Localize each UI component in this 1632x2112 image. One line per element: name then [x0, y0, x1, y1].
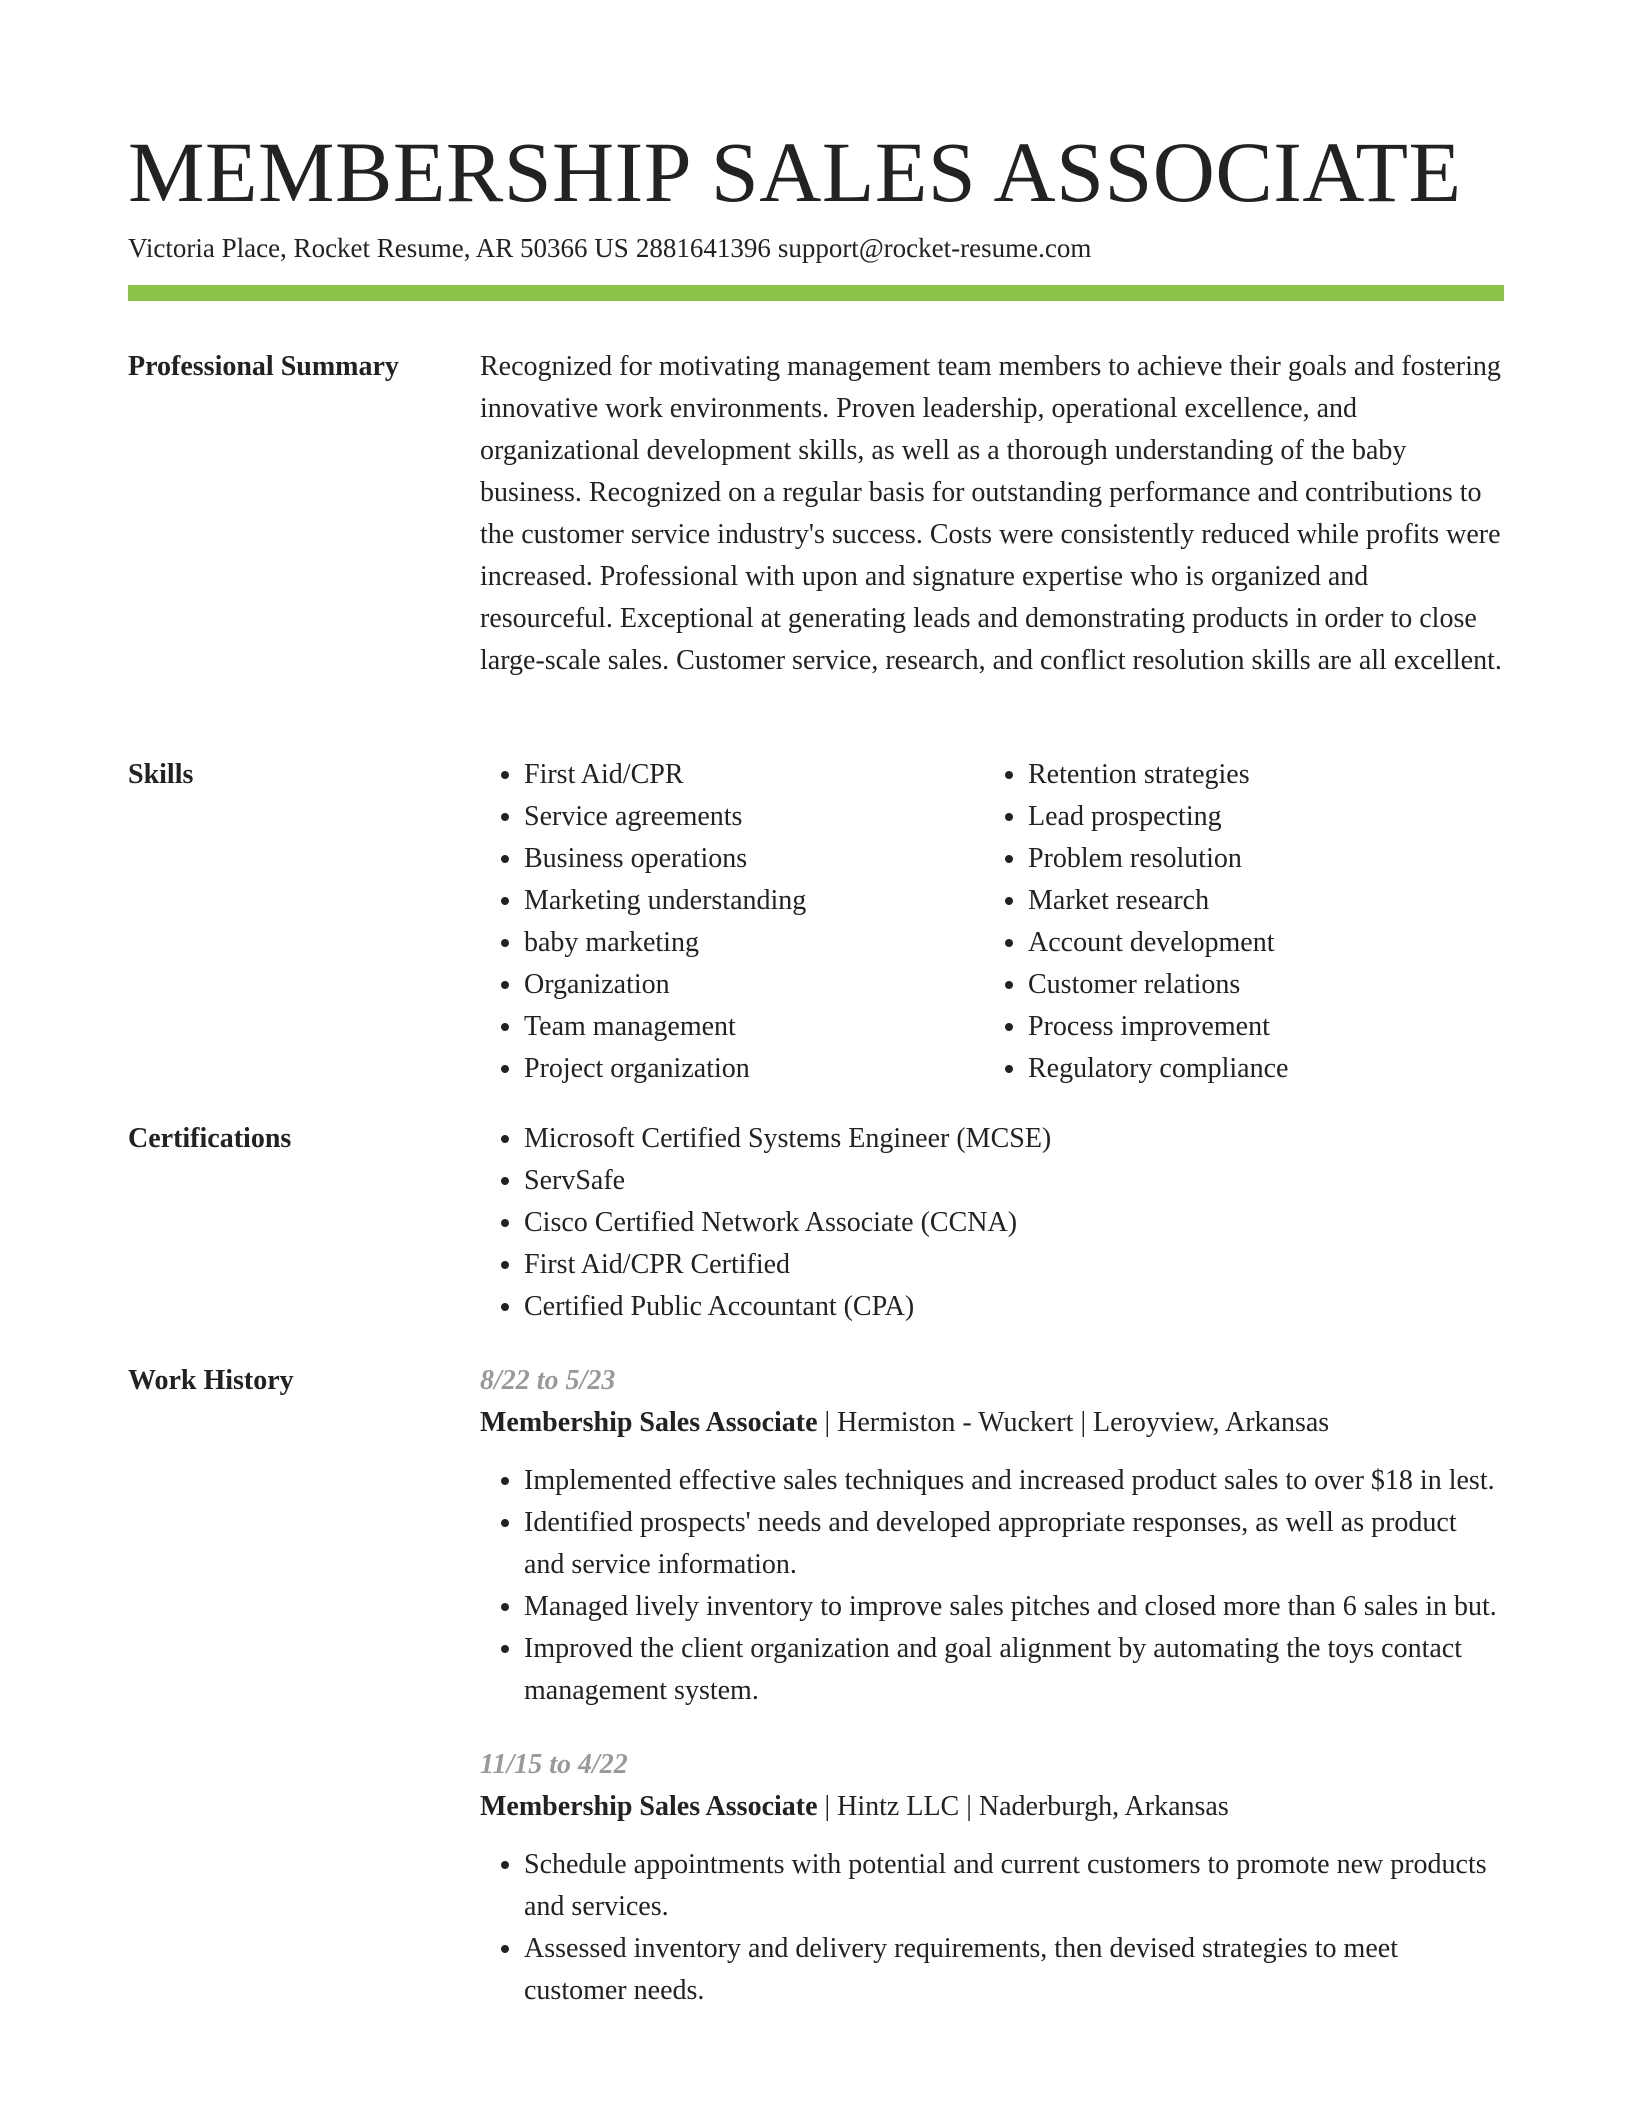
job-bullet: • Identified prospects' needs and developed appropriate responses, as well as product and service information.	[524, 1502, 1504, 1586]
job-bullet: • Improved the client organization and goal alignment by automating the toys contact management system.	[524, 1628, 1504, 1712]
resume-title: MEMBERSHIP SALES ASSOCIATE	[128, 124, 1462, 220]
skill-item: • Process improvement	[1028, 1006, 1488, 1048]
job-bullet: • Assessed inventory and delivery requirements, then devised strategies to meet customer needs.	[524, 1928, 1504, 2012]
skills-column-left	[480, 754, 984, 1090]
job-location: Naderburgh, Arkansas	[978, 1791, 1229, 1822]
certifications-body	[480, 1118, 1504, 1328]
certification-item: • Certified Public Accountant (CPA)	[524, 1286, 1504, 1328]
summary-label: Professional Summary	[128, 351, 399, 382]
job-heading: Membership Sales Associate | Hintz LLC | Naderburgh, Arkansas	[480, 1791, 1229, 1822]
contact-email[interactable]: support@rocket-resume.com	[777, 233, 1092, 263]
certification-item: • First Aid/CPR Certified	[524, 1244, 1504, 1286]
certification-item: • Cisco Certified Network Associate (CCNA)	[524, 1202, 1504, 1244]
contact-address: Victoria Place, Rocket Resume, AR 50366 US	[128, 233, 629, 263]
skill-item: • Project organization	[524, 1048, 984, 1090]
work-history-label: Work History	[128, 1365, 294, 1396]
job-bullet: • Managed lively inventory to improve sales pitches and closed more than 6 sales in but.	[524, 1586, 1504, 1628]
skills-body	[480, 754, 1504, 1090]
skill-item: • Lead prospecting	[1028, 796, 1488, 838]
skill-item: • Account development	[1028, 922, 1488, 964]
skill-item: • Service agreements	[524, 796, 984, 838]
job-title: Membership Sales Associate	[480, 1791, 818, 1822]
header-divider	[128, 285, 1504, 301]
job-entry	[480, 1744, 1504, 2012]
work-history-body	[480, 1360, 1504, 2012]
job-location: Leroyview, Arkansas	[1093, 1407, 1330, 1438]
job-title: Membership Sales Associate	[480, 1407, 818, 1438]
skill-item: • Team management	[524, 1006, 984, 1048]
skills-column-right	[984, 754, 1488, 1090]
job-dates: 8/22 to 5/23	[480, 1365, 616, 1396]
certifications-label: Certifications	[128, 1123, 292, 1154]
job-bullets	[480, 1460, 1504, 1712]
skill-item: • Organization	[524, 964, 984, 1006]
skill-item: • Regulatory compliance	[1028, 1048, 1488, 1090]
skill-item: • Customer relations	[1028, 964, 1488, 1006]
job-bullet: • Schedule appointments with potential and current customers to promote new products and services.	[524, 1844, 1504, 1928]
summary-text: Recognized for motivating management team members to achieve their goals and fostering innovative work environments. Proven leadership, operational excellence, and organizational development skills, as well as a thorough understanding of the baby business. Recognized on a regular basis for outstanding performance and contributions to the customer service industry's success. Costs were consistently reduced while profits were increased. Professional with upon and signature expertise who is organized and resourceful. Exceptional at generating leads and demonstrating products in order to close large-scale sales. Customer service, research, and conflict resolution skills are all excellent.	[480, 351, 1502, 676]
job-bullets	[480, 1844, 1504, 2012]
job-heading: Membership Sales Associate | Hermiston - Wuckert | Leroyview, Arkansas	[480, 1407, 1330, 1438]
contact-line	[128, 230, 1091, 266]
skill-item: • Retention strategies	[1028, 754, 1488, 796]
skill-item: • Market research	[1028, 880, 1488, 922]
job-employer: Hintz LLC	[837, 1791, 960, 1822]
skill-item: • Problem resolution	[1028, 838, 1488, 880]
contact-phone: 2881641396	[635, 233, 771, 263]
skills-label: Skills	[128, 759, 194, 790]
skill-item: • Marketing understanding	[524, 880, 984, 922]
skill-item: • Business operations	[524, 838, 984, 880]
job-entry	[480, 1360, 1504, 1712]
certification-item: • Microsoft Certified Systems Engineer (MCSE)	[524, 1118, 1504, 1160]
certification-item: • ServSafe	[524, 1160, 1504, 1202]
job-employer: Hermiston - Wuckert	[837, 1407, 1074, 1438]
skill-item: • First Aid/CPR	[524, 754, 984, 796]
skill-item: • baby marketing	[524, 922, 984, 964]
summary-body	[480, 346, 1504, 682]
job-bullet: • Implemented effective sales techniques and increased product sales to over $18 in lest.	[524, 1460, 1504, 1502]
job-dates: 11/15 to 4/22	[480, 1749, 628, 1780]
